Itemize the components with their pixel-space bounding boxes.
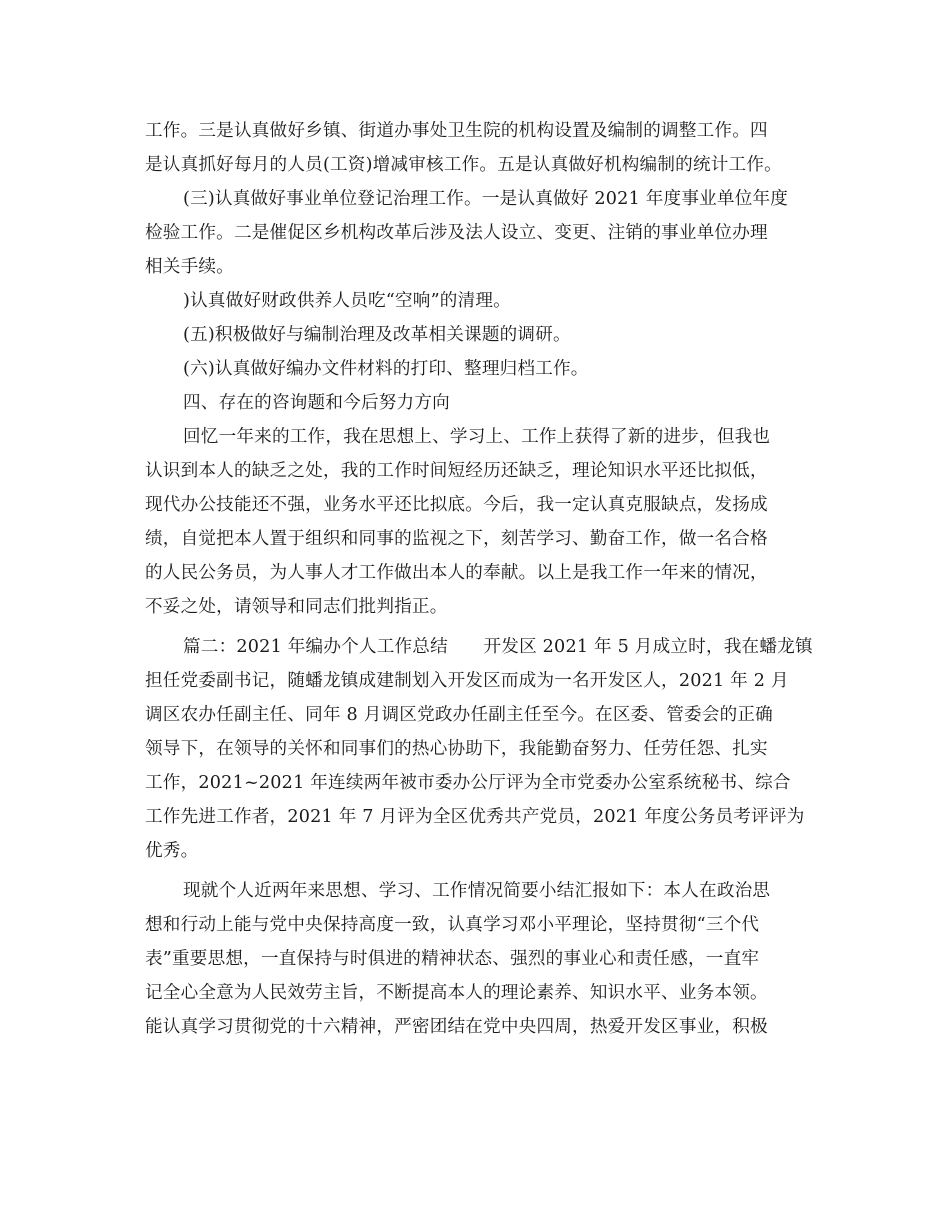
text-line: 回忆一年来的工作，我在思想上、学习上、工作上获得了新的进步，但我也	[183, 427, 771, 447]
text-line: 认识到本人的缺乏之处，我的工作时间短经历还缺乏，理论知识水平还比拟低，	[145, 461, 768, 481]
section-heading: 四、存在的咨询题和今后努力方向	[183, 393, 450, 413]
text-line: (五)积极做好与编制治理及改革相关课题的调研。	[183, 325, 571, 345]
text-line: 记全心全意为人民效劳主旨，不断提高本人的理论素养、知识水平、业务本领。	[145, 983, 768, 1003]
document-body	[145, 114, 813, 1044]
text-line: 表”重要思想，一直保持与时俱进的精神状态、强烈的事业心和责任感，一直牢	[145, 949, 760, 969]
text-line: 检验工作。二是催促区乡机构改革后涉及法人设立、变更、注销的事业单位办理	[145, 223, 768, 243]
text-line: 想和行动上能与党中央保持高度一致，认真学习邓小平理论，坚持贯彻“三个代	[145, 915, 760, 935]
text-line: 相关手续。	[145, 257, 234, 277]
text-line: 能认真学习贯彻党的十六精神，严密团结在党中央四周，热爱开发区事业，积极	[145, 1017, 768, 1037]
text-line: 的人民公务员，为人事人才工作做出本人的奉献。以上是我工作一年来的情况，	[145, 563, 768, 583]
text-line: (六)认真做好编办文件材料的打印、整理归档工作。	[183, 359, 589, 379]
text-line: 优秀。	[145, 841, 199, 861]
text-line: 篇二：2021 年编办个人工作总结 开发区 2021 年 5 月成立时，我在蟠龙镇	[183, 637, 813, 657]
text-line: 工作先进工作者，2021 年 7 月评为全区优秀共产党员，2021 年度公务员考评评为	[145, 807, 805, 827]
text-line: 绩，自觉把本人置于组织和同事的监视之下，刻苦学习、勤奋工作，做一名合格	[145, 529, 768, 549]
text-line: 担任党委副书记，随蟠龙镇成建制划入开发区而成为一名开发区人，2021 年 2 月	[145, 671, 789, 691]
text-line: 领导下，在领导的关怀和同事们的热心协助下，我能勤奋努力、任劳任怨、扎实	[145, 739, 768, 759]
text-line: 工作。三是认真做好乡镇、街道办事处卫生院的机构设置及编制的调整工作。四	[145, 121, 768, 141]
text-line: (三)认真做好事业单位登记治理工作。一是认真做好 2021 年度事业单位年度	[183, 189, 789, 209]
text-line: 调区农办任副主任、同年 8 月调区党政办任副主任至今。在区委、管委会的正确	[145, 705, 773, 725]
text-line: 现代办公技能还不强，业务水平还比拟底。今后，我一定认真克服缺点，发扬成	[145, 495, 768, 515]
text-line: )认真做好财政供养人员吃“空响”的清理。	[183, 291, 511, 311]
text-line: 不妥之处，请领导和同志们批判指正。	[145, 597, 448, 617]
text-line: 现就个人近两年来思想、学习、工作情况简要小结汇报如下：本人在政治思	[183, 881, 771, 901]
text-line: 是认真抓好每月的人员(工资)增减审核工作。五是认真做好机构编制的统计工作。	[145, 155, 782, 175]
text-line: 工作，2021~2021 年连续两年被市委办公厅评为全市党委办公室系统秘书、综合	[145, 773, 791, 793]
